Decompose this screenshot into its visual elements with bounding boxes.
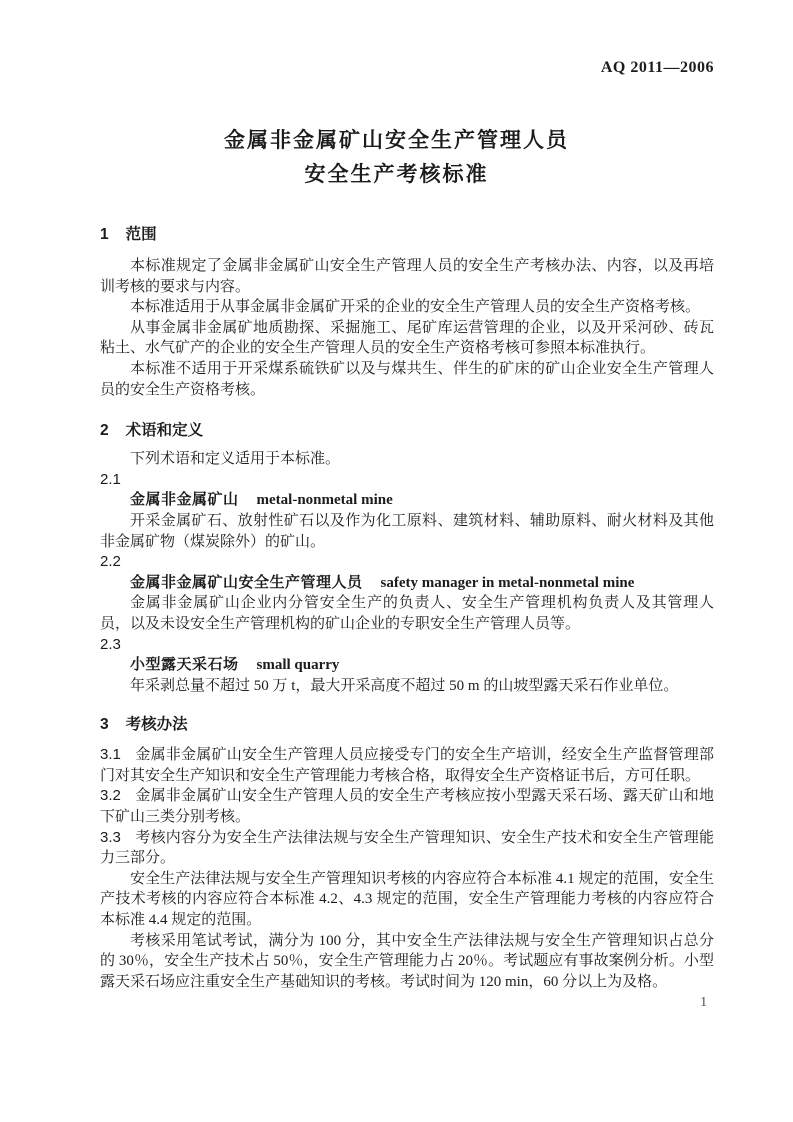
- term-block: [100, 552, 714, 634]
- clause-number: 3.3: [100, 828, 121, 846]
- term-number: 2.1: [100, 470, 121, 488]
- standard-code: AQ 2011—2006: [600, 59, 714, 76]
- section-1-heading: [100, 224, 714, 245]
- section-3-heading: [100, 714, 714, 735]
- term-name-zh: 小型露天采石场: [130, 656, 239, 674]
- document-title-line1: 金属非金属矿山安全生产管理人员: [224, 129, 569, 152]
- term-definition: 金属非金属矿山企业内分管安全生产的负责人、安全生产管理机构负责人及其管理人员，以及未设安全生产管理机构的矿山企业的专职安全生产管理人员等。: [100, 595, 714, 632]
- term-name-en: safety manager in metal-nonmetal mine: [380, 574, 635, 591]
- clause-text: 金属非金属矿山安全生产管理人员的安全生产考核应按小型露天采石场、露天矿山和地下矿山三类分别考核。: [100, 788, 714, 826]
- section-2-heading: [100, 420, 714, 441]
- term-heading: [100, 490, 714, 511]
- clause: [100, 745, 714, 786]
- document-title-line2: 安全生产考核标准: [304, 163, 489, 186]
- clause: [100, 828, 714, 869]
- section-3-number: 3: [100, 716, 109, 734]
- clause: [100, 786, 714, 827]
- page-number: 1: [700, 994, 707, 1009]
- clause-text: 考核内容分为安全生产法律法规与安全生产管理知识、安全生产技术和安全生产管理能力三部分。: [100, 829, 714, 867]
- paragraph: 本标准适用于从事金属非金属矿开采的企业的安全生产管理人员的安全生产资格考核。: [130, 299, 701, 316]
- paragraph: 从事金属非金属矿地质勘探、采掘施工、尾矿库运营管理的企业，以及开采河砂、砖瓦粘土、水气矿产的企业的安全生产管理人员的安全生产资格考核可参照本标准执行。: [100, 319, 714, 357]
- clause-text: 金属非金属矿山安全生产管理人员应接受专门的安全生产培训，经安全生产监督管理部门对其安全生产知识和安全生产管理能力考核合格，取得安全生产资格证书后，方可任职。: [100, 747, 714, 784]
- term-name-en: metal-nonmetal mine: [256, 492, 393, 509]
- term-definition: 年采剥总量不超过 50 万 t，最大开采高度不超过 50 m 的山坡型露天采石作业单位。: [130, 677, 679, 694]
- term-heading: [100, 655, 714, 676]
- paragraph: 本标准不适用于开采煤系硫铁矿以及与煤共生、伴生的矿床的矿山企业安全生产管理人员的安全生产资格考核。: [100, 360, 714, 398]
- term-heading: [100, 573, 714, 594]
- paragraph: 下列术语和定义适用于本标准。: [130, 451, 341, 468]
- term-number: 2.2: [100, 553, 121, 571]
- term-block: [100, 470, 714, 552]
- term-name-zh: 金属非金属矿山: [130, 491, 239, 509]
- document-title: [0, 124, 793, 192]
- section-3-title: 考核办法: [125, 716, 188, 734]
- term-definition: 开采金属矿石、放射性矿石以及作为化工原料、建筑材料、辅助原料、耐火材料及其他非金属矿物（煤炭除外）的矿山。: [100, 512, 714, 550]
- document-body: [100, 224, 714, 992]
- term-number: 2.3: [100, 635, 121, 653]
- paragraph: 本标准规定了金属非金属矿山安全生产管理人员的安全生产考核办法、内容，以及再培训考核的要求与内容。: [100, 258, 714, 295]
- section-2-title: 术语和定义: [125, 422, 204, 440]
- clause-number: 3.1: [100, 746, 121, 764]
- section-1-title: 范围: [125, 226, 157, 243]
- paragraph: 考核采用笔试考试，满分为 100 分，其中安全生产法律法规与安全生产管理知识占总分的 30％，安全生产技术占 50％，安全生产管理能力占 20％。考试题应有事故案例分析。小型露天采石场应注重安全生产基础知识的考核。考试时间为 120 min，60 分以上为及格。: [100, 932, 714, 990]
- term-name-zh: 金属非金属矿山安全生产管理人员: [130, 573, 363, 591]
- term-name-en: small quarry: [256, 657, 340, 674]
- section-2-number: 2: [100, 422, 109, 440]
- paragraph: 安全生产法律法规与安全生产管理知识考核的内容应符合本标准 4.1 规定的范围，安全生产技术考核的内容应符合本标准 4.2、4.3 规定的范围，安全生产管理能力考核的内容应符合本标准 4.4 规定的范围。: [100, 870, 714, 929]
- section-1-number: 1: [100, 226, 109, 243]
- term-block: [100, 635, 714, 697]
- clause-number: 3.2: [100, 787, 121, 805]
